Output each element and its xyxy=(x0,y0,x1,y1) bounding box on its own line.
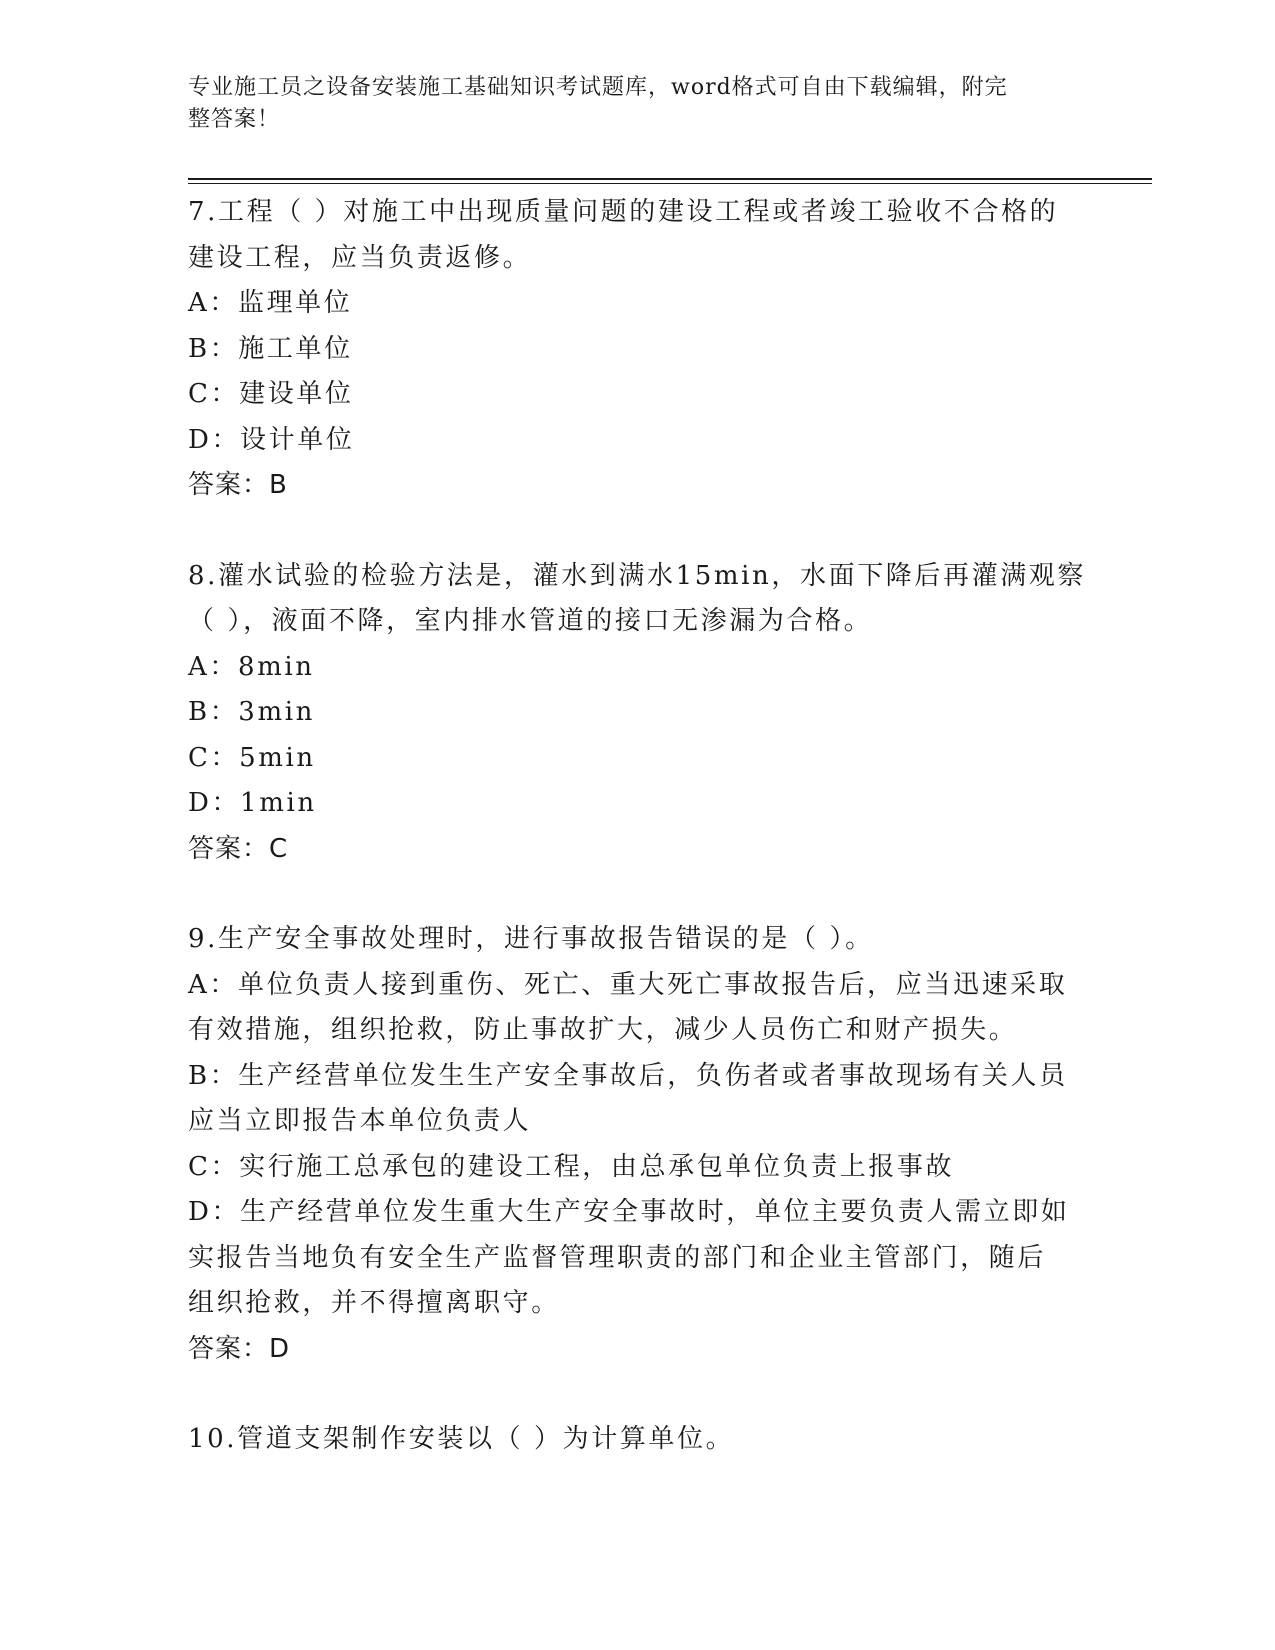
question-list xyxy=(188,190,1088,1463)
option-a: A：8min xyxy=(188,651,315,682)
question-8 xyxy=(188,554,1088,873)
question-stem-line: 9.生产安全事故处理时，进行事故报告错误的是（ ）。 xyxy=(188,924,874,954)
answer-label: 答案：D xyxy=(188,1333,291,1364)
question-stem-line: 8.灌水试验的检验方法是，灌水到满水15min，水面下降后再灌满观察 xyxy=(188,560,1087,591)
question-stem-line: （ ），液面不降，室内排水管道的接口无渗漏为合格。 xyxy=(188,606,873,636)
header-divider-thin xyxy=(188,183,1152,184)
answer-label: 答案：C xyxy=(188,833,289,864)
question-9 xyxy=(188,917,1088,1372)
option-c: C：建设单位 xyxy=(188,379,354,409)
option-d: D：设计单位 xyxy=(188,424,355,455)
document-header xyxy=(188,72,1068,136)
option-b: B：生产经营单位发生生产安全事故后，负伤者或者事故现场有关人员 xyxy=(188,1060,1068,1091)
option-d: D：1min xyxy=(188,788,317,818)
question-7 xyxy=(188,190,1088,509)
option-a-continued: 有效措施，组织抢救，防止事故扩大，减少人员伤亡和财产损失。 xyxy=(188,1015,1018,1045)
answer-label: 答案：B xyxy=(188,470,288,500)
question-stem-line: 7.工程（ ）对施工中出现质量问题的建设工程或者竣工验收不合格的 xyxy=(188,197,1059,227)
question-10 xyxy=(188,1417,1088,1463)
option-d: D：生产经营单位发生重大生产安全事故时，单位主要负责人需立即如 xyxy=(188,1197,1070,1227)
option-b: B：施工单位 xyxy=(188,333,353,364)
spacer xyxy=(188,1372,1088,1417)
question-stem-line: 10.管道支架制作安装以（ ）为计算单位。 xyxy=(188,1424,735,1454)
option-b: B：3min xyxy=(188,697,315,727)
option-a: A：监理单位 xyxy=(188,288,353,318)
option-c: C：5min xyxy=(188,742,316,773)
option-d-continued: 实报告当地负有安全生产监督管理职责的部门和企业主管部门，随后 xyxy=(188,1242,1047,1273)
header-line-1: 专业施工员之设备安装施工基础知识考试题库，word格式可自由下载编辑，附完 xyxy=(188,75,1008,100)
question-stem-line: 建设工程，应当负责返修。 xyxy=(188,242,532,273)
option-d-continued: 组织抢救，并不得擅离职守。 xyxy=(188,1288,560,1318)
option-c: C：实行施工总承包的建设工程，由总承包单位负责上报事故 xyxy=(188,1151,955,1182)
option-a: A：单位负责人接到重伤、死亡、重大死亡事故报告后，应当迅速采取 xyxy=(188,969,1068,1000)
header-line-2: 整答案！ xyxy=(188,107,281,132)
spacer xyxy=(188,872,1088,917)
header-divider-thick xyxy=(188,178,1152,180)
spacer xyxy=(188,509,1088,554)
option-b-continued: 应当立即报告本单位负责人 xyxy=(188,1106,532,1136)
